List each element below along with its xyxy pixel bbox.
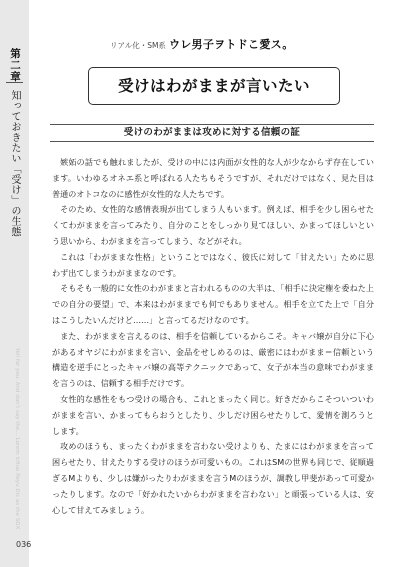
paragraph: 女性的な感性をもつ受けの場合も、これとまったく同じ。好きだからこそついついわがままを言い、かまってもらおうとしたり、少しだけ困らせたりして、愛情を測ろうとします。 <box>52 393 374 436</box>
paragraph: そのため、女性的な感情表現が出てしまう人もいます。例えば、相手を少し困らせたくてわがままを言ってみたり、自分のことをしっかり見てほしい、かまってほしいという思いから、わがままを言ってしまう、などがそれ。 <box>52 204 374 246</box>
paragraph: 嫉妬の話でも触れましたが、受けの中には内面が女性的な人が少なからず存在しています。いわゆるオネエ系と呼ばれる人たちもそうですが、それだけではなく、見た目は普通のオトコなのに感性が女性的な人たちです。 <box>52 157 374 199</box>
header-prefix: リアル化・SM系 <box>110 41 166 50</box>
paragraph: これは「わがままな性格」ということではなく、彼氏に対して「甘えたい」ために思わず出てしまうわがままなのです。 <box>52 251 374 278</box>
sidebar-faint-note: Yell for you. And don't say the… Lorem lcfiue fleyu Dic as the SDX <box>14 348 20 530</box>
section-subtitle: 受けのわがままは攻めに対する信頼の証 <box>50 124 374 142</box>
chapter-subtitle: 知っておきたい「受け」の生態 <box>9 90 20 237</box>
section-title: 受けはわがままが言いたい <box>88 67 340 105</box>
paragraph: また、わがままを言えるのは、相手を信頼しているからこそ。キャバ嬢が自分に下心があるオヤジにわがままを言い、金品をせしめるのは、厳密にはわがまま＝信頼という構造を逆手にとったキャバ嬢の高等テクニックであって、女子が本当の意味でわがままを言うのは、信頼する相手だけです。 <box>52 330 374 389</box>
running-header <box>110 37 294 53</box>
sidebar <box>0 0 32 567</box>
chapter-label: 第二章 <box>9 48 21 83</box>
body-text <box>52 155 374 518</box>
page-number: 036 <box>16 540 32 549</box>
sidebar-divider <box>6 82 23 83</box>
header-title: ウレ男子ヲトドこ愛ス。 <box>168 38 294 51</box>
paragraph: 攻めのほうも、まったくわがままを言わない受けよりも、たまにはわがままを言って困らせたり、甘えたりする受けのほうが可愛いもの。これはSMの世界も同じで、従順過ぎるMよりも、少しは嫌がったりわがままを言うMのほうが、調教し甲斐があって可愛かったりします。なので「好かれたいからわがままを言わない」と頑張っている人は、安心して甘えてみましょう。 <box>52 441 374 515</box>
paragraph: そもそも一般的に女性のわがままと言われるものの大半は、「相手に決定権を委ねた上での自分の要望」で、本来はわがままでも何でもありません。相手を立てた上で「自分はこうしたいんだけど……」と言ってるだけなのです。 <box>52 283 374 325</box>
